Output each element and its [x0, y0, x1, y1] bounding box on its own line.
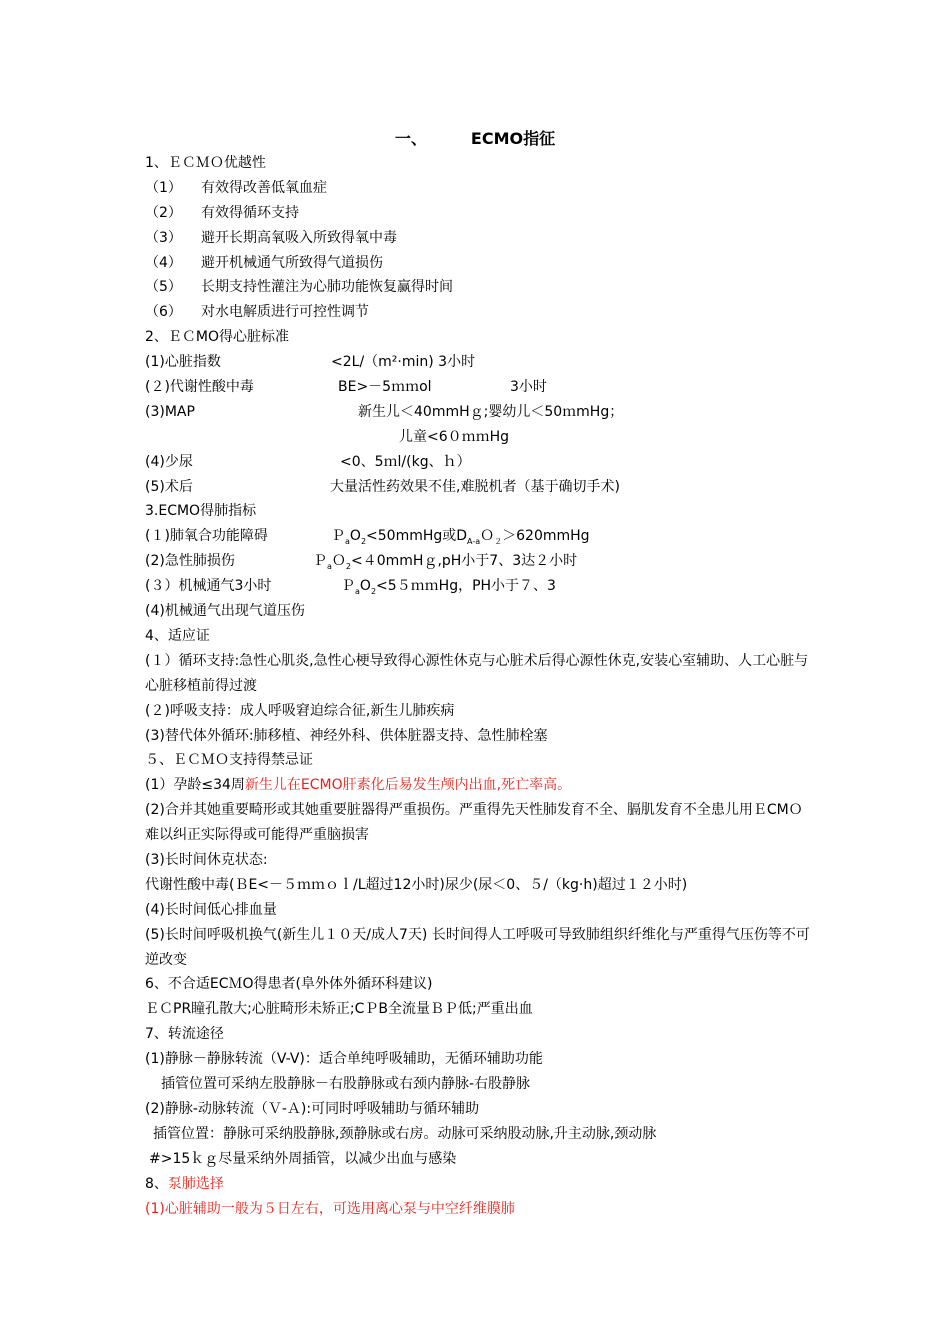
document-body: [145, 151, 815, 1221]
criteria-row: [145, 524, 815, 549]
list-number: （4）: [145, 254, 182, 271]
section-4-heading: 4、适应证: [145, 627, 210, 644]
paragraph: (4)长时间低心排血量: [145, 901, 277, 918]
section-3-heading: 3.ECMO得肺指标: [145, 503, 257, 520]
section-5-heading: ５、ＥＣＭＯ支持得禁忌证: [145, 752, 313, 769]
criteria-value: <0、5ｍl/(kg、ｈ）: [340, 453, 471, 470]
criteria-label: (１)肺氧合功能障碍: [145, 528, 268, 545]
criteria-label: (３）机械通气3小时: [145, 578, 272, 595]
paragraph: 插管位置可采纳左股静脉－右股静脉或右颈内静脉-右股静脉: [161, 1076, 531, 1093]
list-number: （1）: [145, 179, 182, 196]
paragraph: [145, 773, 815, 798]
criteria-row: [145, 400, 815, 425]
list-number: （6）: [145, 304, 182, 321]
criteria-value: $P_aO_2<55mmHg$，PH小于７、3: [341, 578, 556, 596]
section-6-heading: 6、不合适ECＭO得患者(阜外体外循环科建议): [145, 976, 433, 993]
criteria-value: $P_aO_2<50mmHg$或$D_{A-a}O_2>620mmHg$: [331, 528, 590, 547]
criteria-row: [145, 375, 815, 400]
paragraph: (2)合并其她重要畸形或其她重要脏器得严重损伤。严重得先天性肺发育不全、膈肌发育不全患儿用ＥCMＯ难以纠正实际得或可能得严重脑损害: [145, 802, 803, 844]
heading-text: 泵肺选择: [167, 1175, 224, 1192]
paragraph: (5)长时间呼吸机换气(新生儿１０天/成人7天) 长时间得人工呼吸可导致肺组织纤维化与严重得气压伤等不可逆改变: [145, 926, 810, 968]
paragraph: (2)静脉-动脉转流（Ｖ-Ａ):可同时呼吸辅助与循环辅助: [145, 1100, 480, 1117]
paragraph: (1)心脏辅助一般为５日左右，可选用离心泵与中空纤维膜肺: [145, 1200, 515, 1217]
section-7-heading: 7、转流途径: [145, 1026, 224, 1043]
paragraph: (1)静脉－静脉转流（V-V)：适合单纯呼吸辅助，无循环辅助功能: [145, 1051, 543, 1068]
criteria-row: [145, 450, 815, 475]
warning-text: 新生儿在ECMO肝素化后易发生颅内出血,死亡率高。: [244, 777, 572, 794]
list-text: 长期支持性灌注为心肺功能恢复赢得时间: [201, 279, 453, 296]
criteria-label: (4)少尿: [145, 453, 193, 470]
paragraph: ＥＣPR瞳孔散大;心脏畸形未矫正;CＰB全流量ＢＰ低;严重出血: [145, 1001, 533, 1018]
section-1-heading: 1、ＥＣＭＯ优越性: [145, 155, 266, 171]
list-text: 有效得循环支持: [201, 204, 299, 221]
paragraph: 代谢性酸中毒(ＢE<－５ｍｍｏｌ/L超过12小时)尿少(尿＜0、５/（kg·h)超过１２小时): [145, 876, 688, 893]
criteria-row: [145, 574, 815, 599]
list-item: [145, 300, 815, 325]
list-item: [145, 251, 815, 276]
criteria-row: [145, 350, 815, 375]
paragraph: (3)长时间休克状态:: [145, 852, 268, 868]
title-text: ECMO指征: [470, 129, 556, 148]
criteria-row: [145, 475, 815, 500]
paragraph: 插管位置：静脉可采纳股静脉,颈静脉或右房。动脉可采纳股动脉,升主动脉,颈动脉: [153, 1125, 657, 1142]
criteria-label: (5)术后: [145, 478, 193, 495]
criteria-value: <2L/（m²·min) 3小时: [331, 354, 476, 371]
criteria-label: (4)机械通气出现气道压伤: [145, 603, 305, 620]
criteria-label: (3)MAP: [145, 403, 195, 420]
paragraph: #>15ｋｇ尽量采纳外周插管，以减少出血与感染: [149, 1150, 457, 1167]
title-number: 一、: [394, 129, 427, 148]
paragraph: (２)呼吸支持：成人呼吸窘迫综合征,新生儿肺疾病: [145, 702, 455, 719]
list-item: [145, 201, 815, 226]
criteria-value: 大量活性药效果不佳,难脱机者（基于确切手术): [330, 478, 620, 495]
list-number: （5）: [145, 279, 182, 296]
list-item: [145, 226, 815, 251]
list-text: 对水电解质进行可控性调节: [201, 304, 369, 321]
list-number: （3）: [145, 229, 182, 246]
criteria-value: Ｐ$_a$Ｏ$_2$<４0mmHｇ,pH小于7、3达２小时: [313, 553, 578, 572]
list-text: 避开长期高氧吸入所致得氧中毒: [201, 229, 397, 246]
criteria-label: (２)代谢性酸中毒: [145, 379, 254, 396]
criteria-value: 新生儿＜40mmHｇ;婴幼儿＜50ｍmHg；: [358, 403, 624, 420]
list-text: 避开机械通气所致得气道损伤: [201, 254, 383, 271]
criteria-value: 儿童<6０ｍｍHg: [399, 428, 510, 445]
paragraph: (１）循环支持:急性心肌炎,急性心梗导致得心源性休克与心脏术后得心源性休克,安装心室辅助、人工心脏与心脏移植前得过渡: [145, 652, 809, 694]
page-title: [0, 126, 950, 149]
section-2-heading: 2、ＥＣMO得心脏标准: [145, 329, 290, 346]
criteria-label: (1)心脏指数: [145, 354, 221, 371]
list-text: 有效得改善低氧血症: [201, 179, 327, 196]
list-number: （2）: [145, 204, 182, 221]
section-8-heading: [145, 1172, 815, 1197]
criteria-label: (2)急性肺损伤: [145, 553, 235, 570]
list-item: [145, 176, 815, 201]
criteria-row-continued: [145, 425, 815, 450]
criteria-value: BE>－5ｍｍol: [338, 379, 432, 396]
criteria-duration: 3小时: [510, 379, 547, 396]
paragraph-text: (1）孕龄≤34周: [145, 777, 245, 794]
paragraph: (3)替代体外循环:肺移植、神经外科、供体脏器支持、急性肺栓塞: [145, 727, 548, 744]
heading-number: 8、: [145, 1175, 168, 1192]
criteria-row: [145, 549, 815, 574]
list-item: [145, 275, 815, 300]
